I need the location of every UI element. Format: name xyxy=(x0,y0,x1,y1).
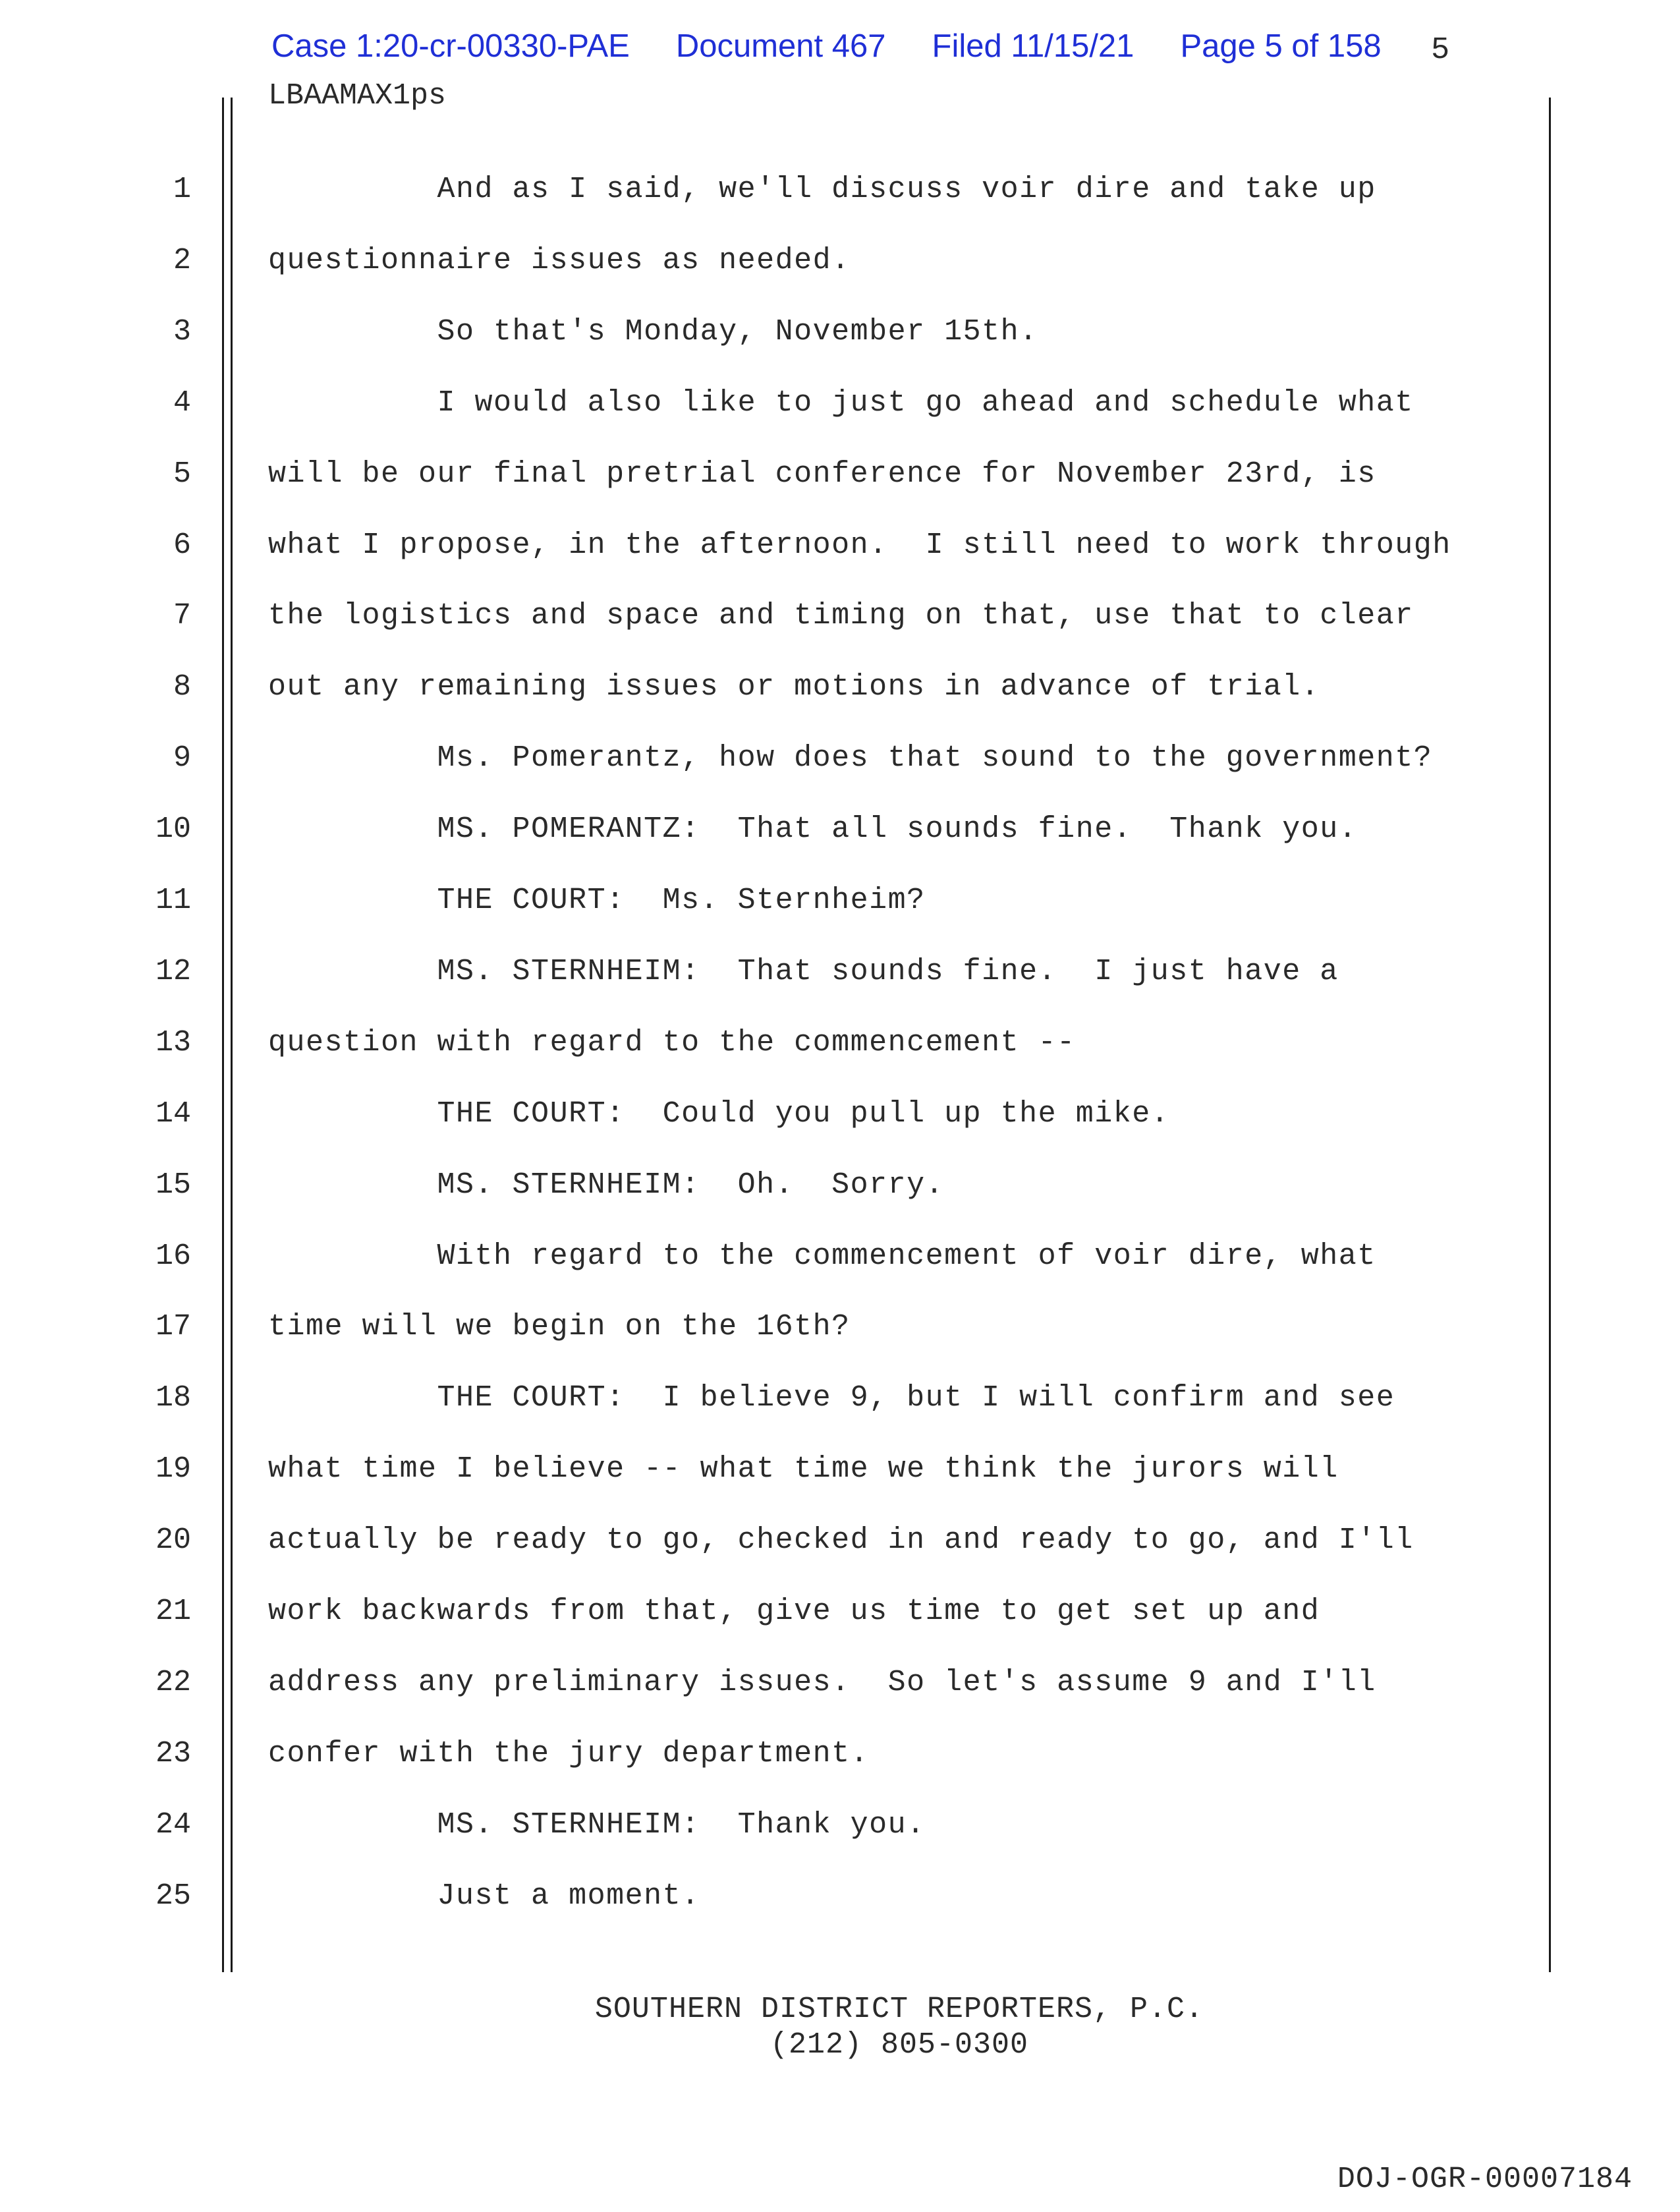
line-number: 19 xyxy=(155,1452,191,1486)
line-number: 3 xyxy=(173,315,191,349)
transcript-line: MS. STERNHEIM: Thank you. xyxy=(268,1808,926,1842)
transcript-line: I would also like to just go ahead and schedule what xyxy=(268,386,1414,420)
transcript-line: confer with the jury department. xyxy=(268,1737,870,1771)
line-number: 20 xyxy=(155,1523,191,1557)
transcript-line: THE COURT: I believe 9, but I will confirm and see xyxy=(268,1381,1395,1415)
left-margin-rule xyxy=(222,98,224,1972)
transcript-line: time will we begin on the 16th? xyxy=(268,1310,851,1344)
bates-number: DOJ-OGR-00007184 xyxy=(1337,2163,1633,2196)
transcript-line: the logistics and space and timing on that, use that to clear xyxy=(268,599,1414,633)
transcript-line: So that's Monday, November 15th. xyxy=(268,315,1038,349)
line-number: 2 xyxy=(173,244,191,277)
stamp-case-number: Case 1:20-cr-00330-PAE xyxy=(271,28,630,64)
stamp-document-number: Document 467 xyxy=(675,28,886,64)
line-number: 25 xyxy=(155,1879,191,1913)
line-number: 1 xyxy=(173,173,191,206)
stamp-filed-date: Filed 11/15/21 xyxy=(932,28,1134,64)
right-margin-rule xyxy=(1549,98,1551,1972)
transcript-line: MS. POMERANTZ: That all sounds fine. Thank you. xyxy=(268,812,1358,846)
line-number: 4 xyxy=(173,386,191,420)
line-number: 9 xyxy=(173,741,191,775)
line-number: 10 xyxy=(155,812,191,846)
line-number: 13 xyxy=(155,1026,191,1060)
line-number: 22 xyxy=(155,1666,191,1699)
line-number: 14 xyxy=(155,1097,191,1131)
transcript-line: THE COURT: Could you pull up the mike. xyxy=(268,1097,1170,1131)
transcript-line: out any remaining issues or motions in advance of trial. xyxy=(268,670,1320,704)
line-number: 17 xyxy=(155,1310,191,1344)
transcript-line: questionnaire issues as needed. xyxy=(268,244,851,277)
transcript-line: will be our final pretrial conference for November 23rd, is xyxy=(268,457,1376,491)
transcript-line: MS. STERNHEIM: Oh. Sorry. xyxy=(268,1168,945,1202)
transcript-line: Ms. Pomerantz, how does that sound to the government? xyxy=(268,741,1433,775)
line-number: 24 xyxy=(155,1808,191,1842)
line-number: 18 xyxy=(155,1381,191,1415)
line-number: 6 xyxy=(173,528,191,562)
line-number: 5 xyxy=(173,457,191,491)
transcript-line: With regard to the commencement of voir dire, what xyxy=(268,1239,1376,1273)
left-margin-rule xyxy=(231,98,233,1972)
transcript-line: work backwards from that, give us time to get set up and xyxy=(268,1595,1320,1628)
transcript-line: actually be ready to go, checked in and ready to go, and I'll xyxy=(268,1523,1414,1557)
transcript-line: THE COURT: Ms. Sternheim? xyxy=(268,884,926,917)
filing-stamp xyxy=(271,28,1382,74)
transcript-line: address any preliminary issues. So let's assume 9 and I'll xyxy=(268,1666,1376,1699)
line-number: 21 xyxy=(155,1595,191,1628)
transcript-line: what time I believe -- what time we think the jurors will xyxy=(268,1452,1339,1486)
line-number: 7 xyxy=(173,599,191,633)
transcript-doc-code: LBAAMAX1ps xyxy=(268,79,447,113)
line-number: 15 xyxy=(155,1168,191,1202)
transcript-line: Just a moment. xyxy=(268,1879,700,1913)
line-number: 8 xyxy=(173,670,191,704)
reporter-phone: (212) 805-0300 xyxy=(770,2028,1029,2062)
transcript-line: MS. STERNHEIM: That sounds fine. I just have a xyxy=(268,955,1339,988)
line-number: 16 xyxy=(155,1239,191,1273)
reporter-name: SOUTHERN DISTRICT REPORTERS, P.C. xyxy=(594,1993,1204,2026)
line-number: 11 xyxy=(155,884,191,917)
transcript-line: And as I said, we'll discuss voir dire and take up xyxy=(268,173,1376,206)
transcript-page-number: 5 xyxy=(1431,33,1450,68)
transcript-line: what I propose, in the afternoon. I still need to work through xyxy=(268,528,1451,562)
line-number: 12 xyxy=(155,955,191,988)
stamp-page-count: Page 5 of 158 xyxy=(1180,28,1382,64)
line-number: 23 xyxy=(155,1737,191,1771)
transcript-line: question with regard to the commencement -- xyxy=(268,1026,1076,1060)
